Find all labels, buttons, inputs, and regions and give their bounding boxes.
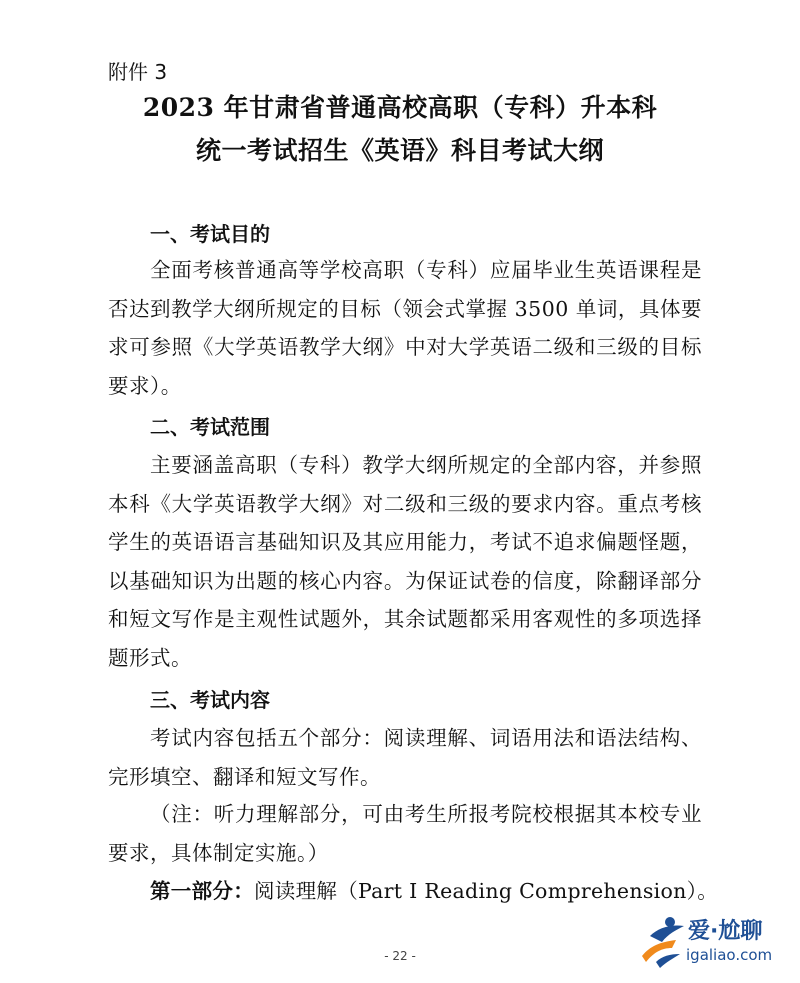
- section-paragraph-content: 考试内容包括五个部分：阅读理解、词语用法和语法结构、完形填空、翻译和短文写作。: [108, 726, 702, 789]
- document-title-line-1: 2023 年甘肃省普通高校高职（专科）升本科: [142, 93, 658, 122]
- part-one-line: [150, 874, 718, 904]
- section-paragraph-scope: 主要涵盖高职（专科）教学大纲所规定的全部内容，并参照本科《大学英语教学大纲》对二级和三级的要求内容。重点考核学生的英语语言基础知识及其应用能力，考试不追求偏题怪题，以基础知识为出题的核心内容。为保证试卷的信度，除翻译部分和短文写作是主观性试题外，其余试题都采用客观性的多项选择题形式。: [108, 453, 702, 670]
- section-note: （注：听力理解部分，可由考生所报考院校根据其本校专业要求，具体制定实施。）: [108, 802, 702, 865]
- section-heading-content: 三、考试内容: [150, 688, 270, 712]
- part-one-label: 第一部分：: [150, 879, 254, 903]
- section-heading-scope: 二、考试范围: [150, 415, 270, 439]
- page-number: - 22 -: [384, 949, 416, 963]
- section-heading-purpose: 一、考试目的: [150, 222, 270, 246]
- part-one-text: 阅读理解（Part I Reading Comprehension）。: [254, 879, 719, 903]
- attachment-label: 附件 3: [108, 60, 168, 84]
- section-paragraph-purpose: 全面考核普通高等学校高职（专科）应届毕业生英语课程是否达到教学大纲所规定的目标（领会式掌握 3500 单词，具体要求可参照《大学英语教学大纲》中对大学英语二级和三级的目标要求）。: [108, 258, 702, 398]
- document-title-line-2: 统一考试招生《英语》科目考试大纲: [195, 136, 604, 165]
- watermark-url: igaliao.com: [686, 946, 773, 964]
- watermark-logo-icon: [636, 912, 688, 972]
- watermark-title: 爱·尬聊: [688, 919, 763, 944]
- site-watermark: [636, 912, 796, 972]
